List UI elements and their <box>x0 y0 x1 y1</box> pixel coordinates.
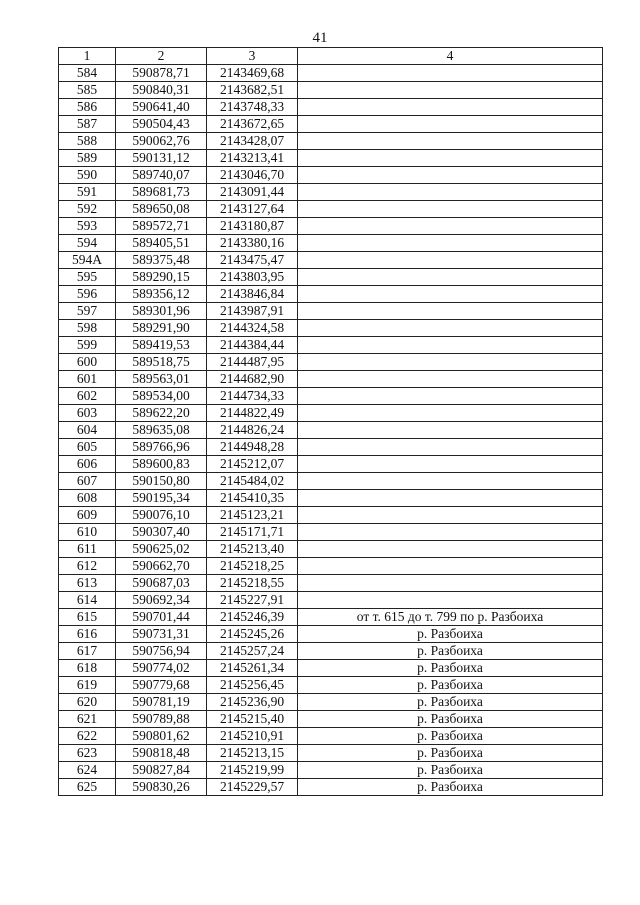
x-coordinate-cell: 589534,00 <box>116 388 207 405</box>
table-row <box>59 643 603 660</box>
point-number-cell: 615 <box>59 609 116 626</box>
y-coordinate-cell: 2145210,91 <box>207 728 298 745</box>
y-coordinate-cell: 2145213,40 <box>207 541 298 558</box>
y-coordinate-cell: 2143091,44 <box>207 184 298 201</box>
description-cell: р. Разбоиха <box>298 643 603 660</box>
x-coordinate-cell: 589740,07 <box>116 167 207 184</box>
description-cell: р. Разбоиха <box>298 677 603 694</box>
y-coordinate-cell: 2145215,40 <box>207 711 298 728</box>
y-coordinate-cell: 2143672,65 <box>207 116 298 133</box>
description-cell <box>298 99 603 116</box>
description-cell <box>298 575 603 592</box>
description-cell <box>298 490 603 507</box>
point-number-cell: 596 <box>59 286 116 303</box>
table-body <box>59 65 603 796</box>
table-row <box>59 456 603 473</box>
table-row <box>59 184 603 201</box>
header-row <box>59 48 603 65</box>
table-row <box>59 337 603 354</box>
y-coordinate-cell: 2145256,45 <box>207 677 298 694</box>
table-row <box>59 490 603 507</box>
point-number-cell: 613 <box>59 575 116 592</box>
description-cell <box>298 558 603 575</box>
y-coordinate-cell: 2144822,49 <box>207 405 298 422</box>
y-coordinate-cell: 2143682,51 <box>207 82 298 99</box>
y-coordinate-cell: 2143803,95 <box>207 269 298 286</box>
point-number-cell: 595 <box>59 269 116 286</box>
table-row <box>59 201 603 218</box>
point-number-cell: 606 <box>59 456 116 473</box>
x-coordinate-cell: 589375,48 <box>116 252 207 269</box>
point-number-cell: 591 <box>59 184 116 201</box>
y-coordinate-cell: 2145219,99 <box>207 762 298 779</box>
x-coordinate-cell: 590731,31 <box>116 626 207 643</box>
point-number-cell: 622 <box>59 728 116 745</box>
table-row <box>59 167 603 184</box>
point-number-cell: 594А <box>59 252 116 269</box>
table-row <box>59 252 603 269</box>
description-cell <box>298 473 603 490</box>
table-row <box>59 99 603 116</box>
y-coordinate-cell: 2145171,71 <box>207 524 298 541</box>
x-coordinate-cell: 590801,62 <box>116 728 207 745</box>
description-cell <box>298 592 603 609</box>
x-coordinate-cell: 590692,34 <box>116 592 207 609</box>
point-number-cell: 599 <box>59 337 116 354</box>
point-number-cell: 602 <box>59 388 116 405</box>
table-row <box>59 235 603 252</box>
x-coordinate-cell: 589356,12 <box>116 286 207 303</box>
description-cell <box>298 167 603 184</box>
point-number-cell: 587 <box>59 116 116 133</box>
description-cell <box>298 235 603 252</box>
y-coordinate-cell: 2143213,41 <box>207 150 298 167</box>
point-number-cell: 603 <box>59 405 116 422</box>
table-row <box>59 405 603 422</box>
point-number-cell: 616 <box>59 626 116 643</box>
description-cell: р. Разбоиха <box>298 762 603 779</box>
x-coordinate-cell: 590131,12 <box>116 150 207 167</box>
point-number-cell: 608 <box>59 490 116 507</box>
point-number-cell: 590 <box>59 167 116 184</box>
x-coordinate-cell: 590307,40 <box>116 524 207 541</box>
x-coordinate-cell: 590774,02 <box>116 660 207 677</box>
x-coordinate-cell: 590840,31 <box>116 82 207 99</box>
x-coordinate-cell: 590625,02 <box>116 541 207 558</box>
y-coordinate-cell: 2143127,64 <box>207 201 298 218</box>
point-number-cell: 597 <box>59 303 116 320</box>
table-row <box>59 541 603 558</box>
table-row <box>59 320 603 337</box>
description-cell: р. Разбоиха <box>298 728 603 745</box>
x-coordinate-cell: 590195,34 <box>116 490 207 507</box>
x-coordinate-cell: 589622,20 <box>116 405 207 422</box>
y-coordinate-cell: 2145484,02 <box>207 473 298 490</box>
x-coordinate-cell: 589290,15 <box>116 269 207 286</box>
y-coordinate-cell: 2143846,84 <box>207 286 298 303</box>
table-row <box>59 609 603 626</box>
table-row <box>59 694 603 711</box>
point-number-cell: 584 <box>59 65 116 82</box>
x-coordinate-cell: 590076,10 <box>116 507 207 524</box>
description-cell: р. Разбоиха <box>298 779 603 796</box>
description-cell <box>298 150 603 167</box>
description-cell <box>298 218 603 235</box>
point-number-cell: 605 <box>59 439 116 456</box>
description-cell <box>298 422 603 439</box>
table-row <box>59 660 603 677</box>
x-coordinate-cell: 589572,71 <box>116 218 207 235</box>
point-number-cell: 589 <box>59 150 116 167</box>
description-cell <box>298 541 603 558</box>
x-coordinate-cell: 589563,01 <box>116 371 207 388</box>
x-coordinate-cell: 590827,84 <box>116 762 207 779</box>
y-coordinate-cell: 2145257,24 <box>207 643 298 660</box>
point-number-cell: 614 <box>59 592 116 609</box>
point-number-cell: 592 <box>59 201 116 218</box>
description-cell <box>298 371 603 388</box>
point-number-cell: 609 <box>59 507 116 524</box>
x-coordinate-cell: 589766,96 <box>116 439 207 456</box>
table-row <box>59 371 603 388</box>
x-coordinate-cell: 590781,19 <box>116 694 207 711</box>
point-number-cell: 625 <box>59 779 116 796</box>
column-header-3: 3 <box>207 48 298 65</box>
x-coordinate-cell: 589291,90 <box>116 320 207 337</box>
description-cell <box>298 439 603 456</box>
point-number-cell: 593 <box>59 218 116 235</box>
description-cell <box>298 201 603 218</box>
point-number-cell: 620 <box>59 694 116 711</box>
column-header-1: 1 <box>59 48 116 65</box>
description-cell <box>298 303 603 320</box>
y-coordinate-cell: 2145229,57 <box>207 779 298 796</box>
x-coordinate-cell: 590641,40 <box>116 99 207 116</box>
x-coordinate-cell: 590662,70 <box>116 558 207 575</box>
x-coordinate-cell: 590878,71 <box>116 65 207 82</box>
description-cell: от т. 615 до т. 799 по р. Разбоиха <box>298 609 603 626</box>
description-cell <box>298 337 603 354</box>
table-row <box>59 218 603 235</box>
table-row <box>59 388 603 405</box>
x-coordinate-cell: 590062,76 <box>116 133 207 150</box>
table-row <box>59 354 603 371</box>
y-coordinate-cell: 2144826,24 <box>207 422 298 439</box>
table-row <box>59 303 603 320</box>
description-cell <box>298 82 603 99</box>
point-number-cell: 623 <box>59 745 116 762</box>
x-coordinate-cell: 590687,03 <box>116 575 207 592</box>
table-row <box>59 133 603 150</box>
table-row <box>59 592 603 609</box>
table-row <box>59 711 603 728</box>
point-number-cell: 598 <box>59 320 116 337</box>
y-coordinate-cell: 2143180,87 <box>207 218 298 235</box>
x-coordinate-cell: 590756,94 <box>116 643 207 660</box>
description-cell: р. Разбоиха <box>298 711 603 728</box>
y-coordinate-cell: 2143428,07 <box>207 133 298 150</box>
table-row <box>59 728 603 745</box>
table-row <box>59 82 603 99</box>
x-coordinate-cell: 590818,48 <box>116 745 207 762</box>
table-row <box>59 779 603 796</box>
coordinates-table <box>58 47 603 796</box>
y-coordinate-cell: 2144682,90 <box>207 371 298 388</box>
description-cell <box>298 65 603 82</box>
y-coordinate-cell: 2144384,44 <box>207 337 298 354</box>
y-coordinate-cell: 2145236,90 <box>207 694 298 711</box>
y-coordinate-cell: 2145410,35 <box>207 490 298 507</box>
description-cell <box>298 320 603 337</box>
table-row <box>59 269 603 286</box>
x-coordinate-cell: 590779,68 <box>116 677 207 694</box>
description-cell: р. Разбоиха <box>298 745 603 762</box>
point-number-cell: 600 <box>59 354 116 371</box>
y-coordinate-cell: 2145261,34 <box>207 660 298 677</box>
y-coordinate-cell: 2145218,25 <box>207 558 298 575</box>
table-row <box>59 439 603 456</box>
y-coordinate-cell: 2144948,28 <box>207 439 298 456</box>
column-header-2: 2 <box>116 48 207 65</box>
point-number-cell: 607 <box>59 473 116 490</box>
point-number-cell: 612 <box>59 558 116 575</box>
y-coordinate-cell: 2145213,15 <box>207 745 298 762</box>
y-coordinate-cell: 2145245,26 <box>207 626 298 643</box>
y-coordinate-cell: 2143380,16 <box>207 235 298 252</box>
y-coordinate-cell: 2144487,95 <box>207 354 298 371</box>
x-coordinate-cell: 589681,73 <box>116 184 207 201</box>
y-coordinate-cell: 2143046,70 <box>207 167 298 184</box>
table-row <box>59 150 603 167</box>
y-coordinate-cell: 2144324,58 <box>207 320 298 337</box>
y-coordinate-cell: 2143475,47 <box>207 252 298 269</box>
description-cell <box>298 252 603 269</box>
description-cell <box>298 286 603 303</box>
point-number-cell: 610 <box>59 524 116 541</box>
x-coordinate-cell: 589419,53 <box>116 337 207 354</box>
description-cell <box>298 388 603 405</box>
point-number-cell: 604 <box>59 422 116 439</box>
point-number-cell: 621 <box>59 711 116 728</box>
description-cell: р. Разбоиха <box>298 660 603 677</box>
point-number-cell: 594 <box>59 235 116 252</box>
table-row <box>59 422 603 439</box>
y-coordinate-cell: 2145246,39 <box>207 609 298 626</box>
description-cell: р. Разбоиха <box>298 694 603 711</box>
x-coordinate-cell: 590830,26 <box>116 779 207 796</box>
point-number-cell: 624 <box>59 762 116 779</box>
description-cell <box>298 456 603 473</box>
column-header-4: 4 <box>298 48 603 65</box>
point-number-cell: 585 <box>59 82 116 99</box>
table-row <box>59 677 603 694</box>
point-number-cell: 586 <box>59 99 116 116</box>
y-coordinate-cell: 2145227,91 <box>207 592 298 609</box>
point-number-cell: 588 <box>59 133 116 150</box>
table-row <box>59 507 603 524</box>
x-coordinate-cell: 590789,88 <box>116 711 207 728</box>
table-row <box>59 558 603 575</box>
description-cell: р. Разбоиха <box>298 626 603 643</box>
y-coordinate-cell: 2145218,55 <box>207 575 298 592</box>
description-cell <box>298 269 603 286</box>
table-row <box>59 65 603 82</box>
y-coordinate-cell: 2143987,91 <box>207 303 298 320</box>
x-coordinate-cell: 590701,44 <box>116 609 207 626</box>
point-number-cell: 611 <box>59 541 116 558</box>
y-coordinate-cell: 2143469,68 <box>207 65 298 82</box>
table-row <box>59 762 603 779</box>
table-row <box>59 286 603 303</box>
y-coordinate-cell: 2144734,33 <box>207 388 298 405</box>
x-coordinate-cell: 589518,75 <box>116 354 207 371</box>
table-row <box>59 473 603 490</box>
x-coordinate-cell: 589301,96 <box>116 303 207 320</box>
x-coordinate-cell: 589600,83 <box>116 456 207 473</box>
y-coordinate-cell: 2145212,07 <box>207 456 298 473</box>
page-number: 41 <box>312 30 328 46</box>
x-coordinate-cell: 589635,08 <box>116 422 207 439</box>
description-cell <box>298 116 603 133</box>
description-cell <box>298 405 603 422</box>
x-coordinate-cell: 590150,80 <box>116 473 207 490</box>
y-coordinate-cell: 2143748,33 <box>207 99 298 116</box>
x-coordinate-cell: 590504,43 <box>116 116 207 133</box>
x-coordinate-cell: 589405,51 <box>116 235 207 252</box>
description-cell <box>298 133 603 150</box>
point-number-cell: 618 <box>59 660 116 677</box>
point-number-cell: 601 <box>59 371 116 388</box>
description-cell <box>298 184 603 201</box>
point-number-cell: 619 <box>59 677 116 694</box>
table-row <box>59 524 603 541</box>
table-row <box>59 575 603 592</box>
table-row <box>59 745 603 762</box>
table-row <box>59 116 603 133</box>
description-cell <box>298 524 603 541</box>
table-row <box>59 626 603 643</box>
x-coordinate-cell: 589650,08 <box>116 201 207 218</box>
table-header <box>59 48 603 65</box>
description-cell <box>298 354 603 371</box>
point-number-cell: 617 <box>59 643 116 660</box>
description-cell <box>298 507 603 524</box>
y-coordinate-cell: 2145123,21 <box>207 507 298 524</box>
